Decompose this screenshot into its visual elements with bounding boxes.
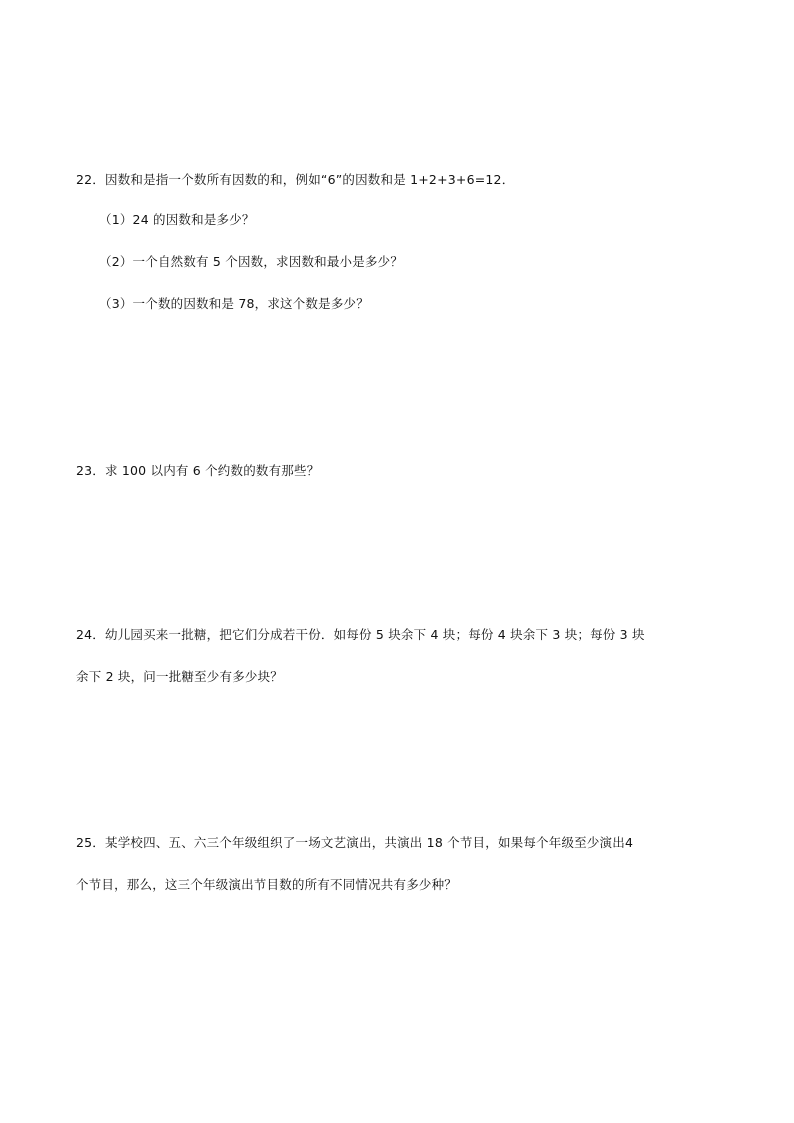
- question-22-stem: 22．因数和是指一个数所有因数的和，例如“6”的因数和是 1+2+3+6=12．: [76, 172, 515, 187]
- question-22-part-2: （2）一个自然数有 5 个因数，求因数和最小是多少？: [99, 254, 404, 269]
- question-22-part-3: （3）一个数的因数和是 78，求这个数是多少？: [99, 296, 369, 311]
- question-24-line-2: 余下 2 块，问一批糖至少有多少块？: [76, 669, 284, 684]
- question-23-stem: 23．求 100 以内有 6 个约数的数有那些？: [76, 463, 320, 478]
- question-22-part-1: （1）24 的因数和是多少？: [99, 212, 255, 227]
- question-25-line-1: 25．某学校四、五、六三个年级组织了一场文艺演出，共演出 18 个节目，如果每个年级至少演出4: [76, 835, 634, 850]
- question-25-line-2: 个节目，那么，这三个年级演出节目数的所有不同情况共有多少种？: [76, 877, 458, 892]
- question-24-line-1: 24．幼儿园买来一批糖，把它们分成若干份．如每份 5 块余下 4 块；每份 4 块余下 3 块；每份 3 块: [76, 627, 645, 642]
